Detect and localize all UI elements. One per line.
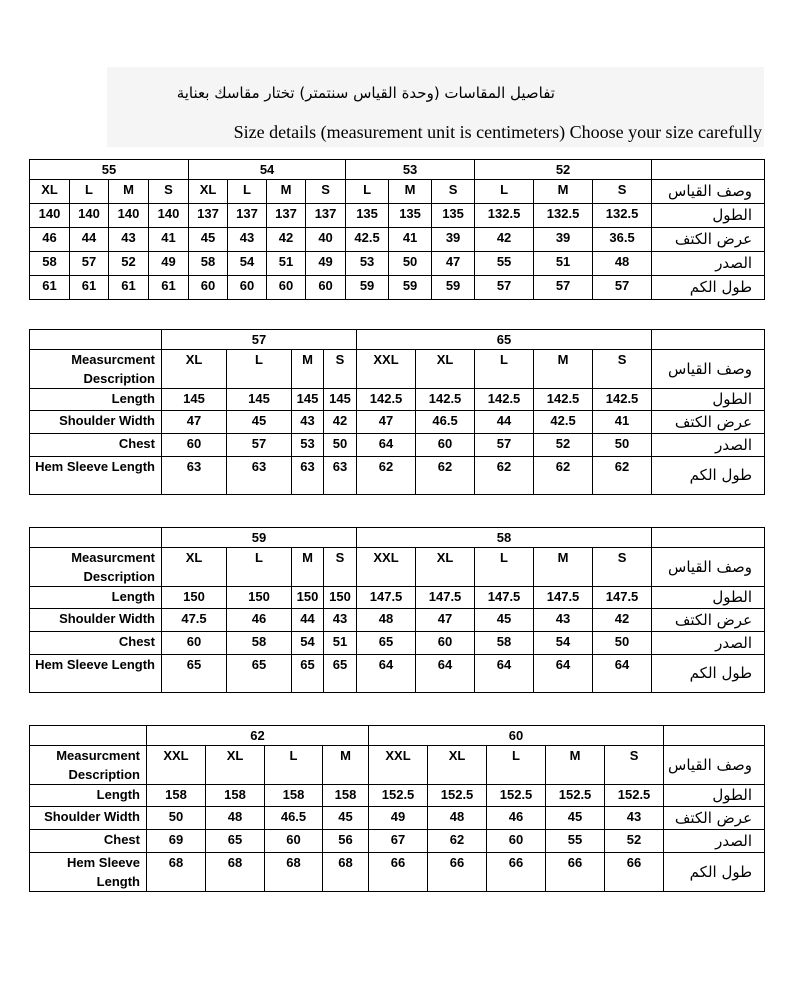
value-cell: 55 — [546, 830, 605, 853]
label-en-length: Length — [30, 785, 147, 807]
value-cell: 52 — [109, 252, 149, 276]
value-cell: 158 — [323, 785, 369, 807]
value-cell: 59 — [389, 276, 432, 300]
value-cell: 64 — [593, 655, 652, 693]
value-cell: 152.5 — [546, 785, 605, 807]
empty-cell — [652, 330, 765, 350]
value-cell: 147.5 — [475, 587, 534, 609]
value-cell: 46 — [227, 609, 292, 632]
size-cell: XXL — [147, 746, 206, 785]
value-cell: 50 — [324, 434, 357, 457]
group-header-row — [30, 528, 765, 548]
value-cell: 63 — [162, 457, 227, 495]
value-cell: 142.5 — [593, 389, 652, 411]
label-en-chest: Chest — [30, 830, 147, 853]
value-cell: 67 — [369, 830, 428, 853]
label-en-chest: Chest — [30, 434, 162, 457]
value-cell: 61 — [109, 276, 149, 300]
size-cell: XL — [189, 180, 228, 204]
value-cell: 42.5 — [346, 228, 389, 252]
value-cell: 60 — [416, 632, 475, 655]
size-cell: L — [487, 746, 546, 785]
value-cell: 158 — [265, 785, 323, 807]
value-cell: 132.5 — [475, 204, 534, 228]
label-ar-sleeve: طول الكم — [652, 655, 765, 693]
value-cell: 47 — [357, 411, 416, 434]
label-en-description: Measurcment Description — [30, 548, 162, 587]
label-ar-chest: الصدر — [664, 830, 765, 853]
value-cell: 49 — [306, 252, 346, 276]
size-cell: S — [149, 180, 189, 204]
label-en-shoulder: Shoulder Width — [30, 609, 162, 632]
size-row — [30, 548, 765, 587]
value-cell: 43 — [605, 807, 664, 830]
size-cell: XXL — [357, 350, 416, 389]
size-cell: L — [265, 746, 323, 785]
value-cell: 49 — [149, 252, 189, 276]
group-header-row — [30, 160, 765, 180]
value-cell: 42.5 — [534, 411, 593, 434]
empty-cell — [664, 726, 765, 746]
size-cell: M — [389, 180, 432, 204]
value-cell: 39 — [534, 228, 593, 252]
empty-cell — [652, 160, 765, 180]
label-ar-chest: الصدر — [652, 632, 765, 655]
value-cell: 69 — [147, 830, 206, 853]
value-cell: 66 — [605, 853, 664, 892]
label-ar-length: الطول — [652, 204, 765, 228]
value-cell: 57 — [593, 276, 652, 300]
value-cell: 142.5 — [475, 389, 534, 411]
value-cell: 158 — [147, 785, 206, 807]
value-cell: 64 — [357, 655, 416, 693]
value-cell: 62 — [534, 457, 593, 495]
value-cell: 53 — [346, 252, 389, 276]
group-header-row — [30, 330, 765, 350]
shoulder-row — [30, 228, 765, 252]
value-cell: 58 — [189, 252, 228, 276]
group-59: 59 — [162, 528, 357, 548]
value-cell: 132.5 — [593, 204, 652, 228]
size-cell: S — [593, 350, 652, 389]
size-row — [30, 350, 765, 389]
value-cell: 45 — [227, 411, 292, 434]
title-english: Size details (measurement unit is centimeters) Choose your size carefully — [233, 122, 762, 142]
size-cell: M — [534, 180, 593, 204]
group-58: 58 — [357, 528, 652, 548]
value-cell: 63 — [292, 457, 324, 495]
label-ar-sleeve: طول الكم — [652, 457, 765, 495]
value-cell: 137 — [267, 204, 306, 228]
size-cell: L — [475, 180, 534, 204]
value-cell: 66 — [428, 853, 487, 892]
value-cell: 44 — [70, 228, 109, 252]
value-cell: 60 — [416, 434, 475, 457]
value-cell: 142.5 — [357, 389, 416, 411]
shoulder-row — [30, 807, 765, 830]
value-cell: 51 — [324, 632, 357, 655]
value-cell: 61 — [149, 276, 189, 300]
size-cell: XXL — [357, 548, 416, 587]
value-cell: 68 — [147, 853, 206, 892]
size-cell: XL — [162, 548, 227, 587]
value-cell: 62 — [593, 457, 652, 495]
value-cell: 137 — [228, 204, 267, 228]
value-cell: 57 — [70, 252, 109, 276]
size-table-3 — [29, 527, 765, 693]
value-cell: 40 — [306, 228, 346, 252]
value-cell: 46 — [30, 228, 70, 252]
value-cell: 47 — [416, 609, 475, 632]
value-cell: 45 — [546, 807, 605, 830]
size-cell: S — [593, 180, 652, 204]
label-en-sleeve: Hem Sleeve Length — [30, 457, 162, 495]
value-cell: 61 — [30, 276, 70, 300]
value-cell: 43 — [292, 411, 324, 434]
size-cell: XL — [416, 350, 475, 389]
value-cell: 42 — [324, 411, 357, 434]
value-cell: 53 — [292, 434, 324, 457]
value-cell: 60 — [228, 276, 267, 300]
label-ar-description: وصف القياس — [652, 350, 765, 389]
value-cell: 42 — [475, 228, 534, 252]
size-cell: M — [292, 350, 324, 389]
value-cell: 60 — [487, 830, 546, 853]
label-ar-description: وصف القياس — [652, 180, 765, 204]
label-en-sleeve: Hem Sleeve Length — [30, 655, 162, 693]
value-cell: 132.5 — [534, 204, 593, 228]
label-ar-chest: الصدر — [652, 252, 765, 276]
value-cell: 65 — [227, 655, 292, 693]
value-cell: 147.5 — [416, 587, 475, 609]
label-ar-length: الطول — [652, 587, 765, 609]
size-table-1 — [29, 159, 765, 300]
group-57: 57 — [162, 330, 357, 350]
length-row — [30, 587, 765, 609]
size-cell: S — [593, 548, 652, 587]
group-54: 54 — [189, 160, 346, 180]
value-cell: 45 — [189, 228, 228, 252]
value-cell: 49 — [369, 807, 428, 830]
value-cell: 51 — [267, 252, 306, 276]
value-cell: 68 — [323, 853, 369, 892]
value-cell: 48 — [428, 807, 487, 830]
value-cell: 54 — [534, 632, 593, 655]
size-cell: S — [432, 180, 475, 204]
size-cell: XXL — [369, 746, 428, 785]
value-cell: 64 — [416, 655, 475, 693]
size-cell: M — [292, 548, 324, 587]
label-en-shoulder: Shoulder Width — [30, 807, 147, 830]
value-cell: 158 — [206, 785, 265, 807]
chest-row — [30, 632, 765, 655]
value-cell: 142.5 — [416, 389, 475, 411]
size-cell: S — [306, 180, 346, 204]
value-cell: 48 — [206, 807, 265, 830]
label-ar-length: الطول — [664, 785, 765, 807]
value-cell: 140 — [30, 204, 70, 228]
size-cell: XL — [30, 180, 70, 204]
value-cell: 64 — [534, 655, 593, 693]
value-cell: 150 — [227, 587, 292, 609]
label-ar-description: وصف القياس — [664, 746, 765, 785]
size-cell: M — [534, 548, 593, 587]
empty-cell — [30, 726, 147, 746]
value-cell: 60 — [306, 276, 346, 300]
value-cell: 60 — [265, 830, 323, 853]
value-cell: 145 — [292, 389, 324, 411]
value-cell: 46.5 — [416, 411, 475, 434]
size-cell: S — [324, 548, 357, 587]
value-cell: 54 — [292, 632, 324, 655]
size-cell: XL — [428, 746, 487, 785]
value-cell: 45 — [323, 807, 369, 830]
value-cell: 145 — [324, 389, 357, 411]
value-cell: 58 — [475, 632, 534, 655]
sleeve-row — [30, 276, 765, 300]
value-cell: 43 — [228, 228, 267, 252]
size-table-2 — [29, 329, 765, 495]
label-en-description: Measurcment Description — [30, 746, 147, 785]
size-row — [30, 180, 765, 204]
label-ar-shoulder: عرض الكتف — [652, 609, 765, 632]
value-cell: 147.5 — [357, 587, 416, 609]
group-52: 52 — [475, 160, 652, 180]
value-cell: 62 — [357, 457, 416, 495]
title-arabic: تفاصيل المقاسات (وحدة القياس سنتمتر) تختار مقاسك بعناية — [176, 84, 555, 102]
value-cell: 62 — [475, 457, 534, 495]
value-cell: 45 — [475, 609, 534, 632]
sleeve-row — [30, 457, 765, 495]
value-cell: 59 — [346, 276, 389, 300]
value-cell: 59 — [432, 276, 475, 300]
value-cell: 55 — [475, 252, 534, 276]
label-en-description: Measurcment Description — [30, 350, 162, 389]
value-cell: 43 — [109, 228, 149, 252]
value-cell: 150 — [162, 587, 227, 609]
value-cell: 43 — [324, 609, 357, 632]
value-cell: 64 — [357, 434, 416, 457]
label-ar-description: وصف القياس — [652, 548, 765, 587]
value-cell: 152.5 — [487, 785, 546, 807]
value-cell: 60 — [267, 276, 306, 300]
value-cell: 44 — [292, 609, 324, 632]
value-cell: 65 — [162, 655, 227, 693]
empty-cell — [30, 330, 162, 350]
value-cell: 50 — [593, 632, 652, 655]
value-cell: 135 — [346, 204, 389, 228]
value-cell: 152.5 — [428, 785, 487, 807]
length-row — [30, 204, 765, 228]
value-cell: 50 — [593, 434, 652, 457]
length-row — [30, 785, 765, 807]
value-cell: 58 — [227, 632, 292, 655]
length-row — [30, 389, 765, 411]
size-cell: L — [227, 350, 292, 389]
group-55: 55 — [30, 160, 189, 180]
size-cell: M — [323, 746, 369, 785]
size-cell: L — [475, 350, 534, 389]
value-cell: 137 — [306, 204, 346, 228]
label-en-shoulder: Shoulder Width — [30, 411, 162, 434]
value-cell: 140 — [70, 204, 109, 228]
size-cell: L — [227, 548, 292, 587]
value-cell: 48 — [357, 609, 416, 632]
value-cell: 50 — [389, 252, 432, 276]
value-cell: 47 — [432, 252, 475, 276]
value-cell: 68 — [265, 853, 323, 892]
label-en-sleeve: Hem Sleeve Length — [30, 853, 147, 892]
value-cell: 61 — [70, 276, 109, 300]
group-60: 60 — [369, 726, 664, 746]
group-53: 53 — [346, 160, 475, 180]
value-cell: 42 — [593, 609, 652, 632]
value-cell: 47.5 — [162, 609, 227, 632]
value-cell: 36.5 — [593, 228, 652, 252]
value-cell: 145 — [162, 389, 227, 411]
value-cell: 65 — [324, 655, 357, 693]
value-cell: 46 — [487, 807, 546, 830]
value-cell: 54 — [228, 252, 267, 276]
value-cell: 46.5 — [265, 807, 323, 830]
chest-row — [30, 830, 765, 853]
label-ar-sleeve: طول الكم — [652, 276, 765, 300]
value-cell: 152.5 — [605, 785, 664, 807]
size-cell: XL — [162, 350, 227, 389]
value-cell: 57 — [227, 434, 292, 457]
value-cell: 48 — [593, 252, 652, 276]
value-cell: 66 — [487, 853, 546, 892]
value-cell: 47 — [162, 411, 227, 434]
value-cell: 57 — [475, 276, 534, 300]
size-cell: M — [546, 746, 605, 785]
value-cell: 57 — [534, 276, 593, 300]
sleeve-row — [30, 853, 765, 892]
value-cell: 56 — [323, 830, 369, 853]
size-cell: S — [324, 350, 357, 389]
label-en-length: Length — [30, 389, 162, 411]
size-cell: XL — [206, 746, 265, 785]
size-cell: L — [475, 548, 534, 587]
size-cell: S — [605, 746, 664, 785]
value-cell: 147.5 — [534, 587, 593, 609]
value-cell: 41 — [593, 411, 652, 434]
chest-row — [30, 434, 765, 457]
value-cell: 65 — [206, 830, 265, 853]
header-panel — [107, 67, 764, 147]
group-62: 62 — [147, 726, 369, 746]
value-cell: 50 — [147, 807, 206, 830]
value-cell: 60 — [189, 276, 228, 300]
value-cell: 43 — [534, 609, 593, 632]
shoulder-row — [30, 411, 765, 434]
value-cell: 62 — [428, 830, 487, 853]
size-cell: L — [228, 180, 267, 204]
label-en-chest: Chest — [30, 632, 162, 655]
value-cell: 39 — [432, 228, 475, 252]
value-cell: 142.5 — [534, 389, 593, 411]
value-cell: 44 — [475, 411, 534, 434]
value-cell: 57 — [475, 434, 534, 457]
value-cell: 41 — [389, 228, 432, 252]
label-ar-sleeve: طول الكم — [664, 853, 765, 892]
value-cell: 66 — [369, 853, 428, 892]
sleeve-row — [30, 655, 765, 693]
size-table-4 — [29, 725, 765, 892]
size-cell: M — [267, 180, 306, 204]
size-cell: L — [70, 180, 109, 204]
label-ar-chest: الصدر — [652, 434, 765, 457]
size-row — [30, 746, 765, 785]
group-header-row — [30, 726, 765, 746]
size-cell: XL — [416, 548, 475, 587]
value-cell: 135 — [389, 204, 432, 228]
value-cell: 60 — [162, 632, 227, 655]
value-cell: 137 — [189, 204, 228, 228]
value-cell: 52 — [605, 830, 664, 853]
value-cell: 41 — [149, 228, 189, 252]
label-ar-shoulder: عرض الكتف — [652, 411, 765, 434]
value-cell: 140 — [109, 204, 149, 228]
value-cell: 66 — [546, 853, 605, 892]
value-cell: 64 — [475, 655, 534, 693]
value-cell: 58 — [30, 252, 70, 276]
value-cell: 68 — [206, 853, 265, 892]
empty-cell — [30, 528, 162, 548]
value-cell: 62 — [416, 457, 475, 495]
value-cell: 152.5 — [369, 785, 428, 807]
group-65: 65 — [357, 330, 652, 350]
value-cell: 145 — [227, 389, 292, 411]
shoulder-row — [30, 609, 765, 632]
value-cell: 140 — [149, 204, 189, 228]
size-cell: L — [346, 180, 389, 204]
value-cell: 63 — [324, 457, 357, 495]
value-cell: 150 — [292, 587, 324, 609]
size-cell: M — [109, 180, 149, 204]
label-ar-shoulder: عرض الكتف — [664, 807, 765, 830]
value-cell: 135 — [432, 204, 475, 228]
size-cell: M — [534, 350, 593, 389]
value-cell: 150 — [324, 587, 357, 609]
value-cell: 42 — [267, 228, 306, 252]
chest-row — [30, 252, 765, 276]
value-cell: 52 — [534, 434, 593, 457]
value-cell: 65 — [357, 632, 416, 655]
label-ar-shoulder: عرض الكتف — [652, 228, 765, 252]
label-en-length: Length — [30, 587, 162, 609]
value-cell: 63 — [227, 457, 292, 495]
value-cell: 60 — [162, 434, 227, 457]
value-cell: 147.5 — [593, 587, 652, 609]
value-cell: 65 — [292, 655, 324, 693]
label-ar-length: الطول — [652, 389, 765, 411]
value-cell: 51 — [534, 252, 593, 276]
empty-cell — [652, 528, 765, 548]
